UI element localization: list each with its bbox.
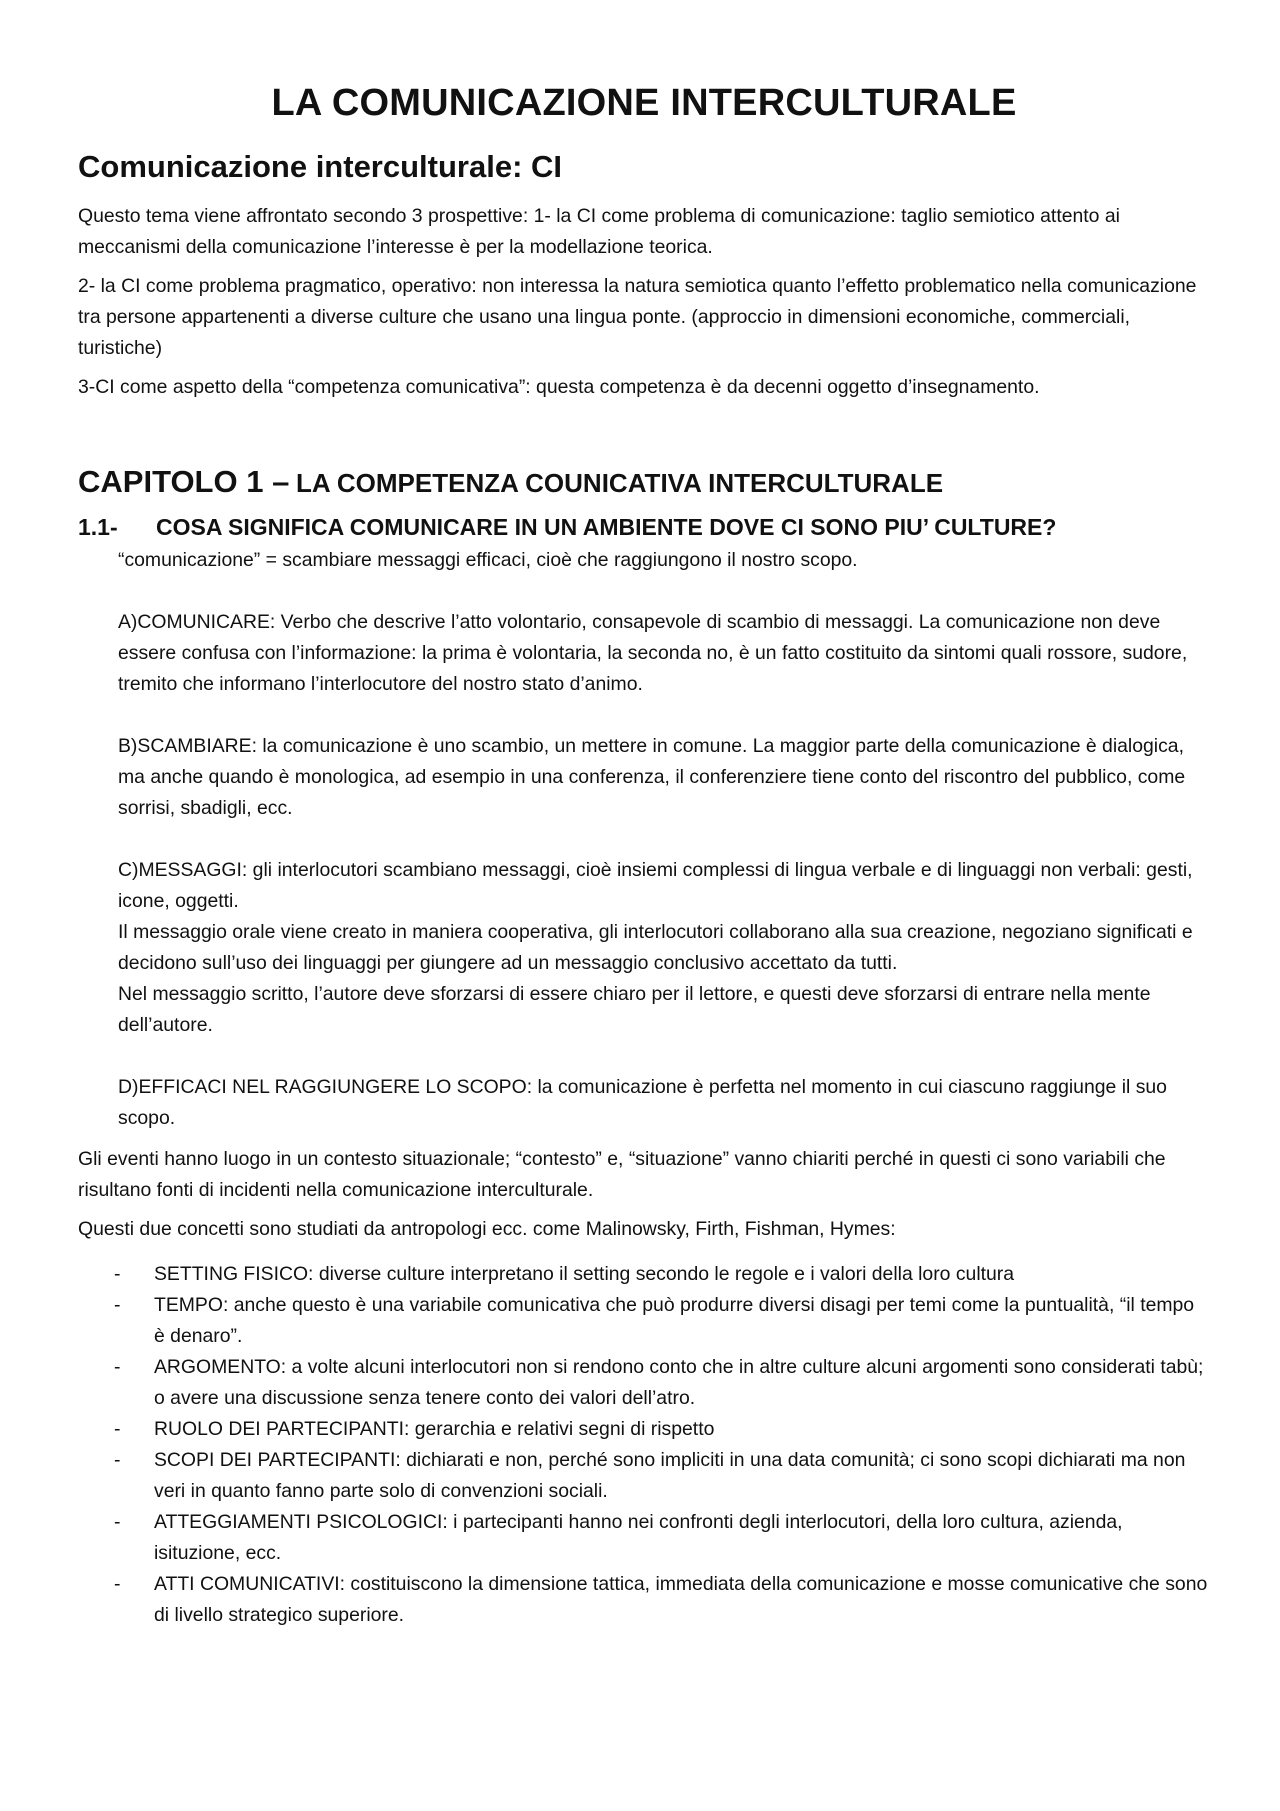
list-item-text: ARGOMENTO: a volte alcuni interlocutori non si rendono conto che in altre culture alcuni argomenti sono considerati tabù; o avere una discussione senza tenere conto dei valori dell’atro. [154,1356,1204,1410]
bullet-marker: - [114,1449,121,1472]
bullet-marker: - [114,1294,121,1317]
intro-paragraph-2: 2- la CI come problema pragmatico, operativo: non interessa la natura semiotica quanto l’effetto problematico nella comunicazione tra persone appartenenti a diverse culture che usano una lingua ponte. (approccio in dimensioni economiche, commerciali, turistiche) [78,274,1197,359]
section-heading [78,512,1210,543]
list-item-text: RUOLO DEI PARTECIPANTI: gerarchia e relativi segni di rispetto [154,1418,715,1441]
list-item [114,1290,1210,1352]
list-item [114,1352,1210,1414]
intro-paragraph-3: 3-CI come aspetto della “competenza comunicativa”: questa competenza è da decenni oggetto d’insegnamento. [78,375,1040,398]
variables-list [114,1259,1210,1631]
list-item [114,1414,1210,1445]
list-item [114,1507,1210,1569]
definition-text: “comunicazione” = scambiare messaggi efficaci, cioè che raggiungono il nostro scopo. [118,549,858,572]
point-c-part-2: Il messaggio orale viene creato in maniera cooperativa, gli interlocutori collaborano alla sua creazione, negoziano significati e decidono sull’uso dei linguaggi per giungere ad un messaggio conclusivo accettato da tutti. [118,921,1193,975]
document-title: LA COMUNICAZIONE INTERCULTURALE [271,82,1017,124]
section-number: 1.1- [78,514,118,541]
context-paragraph: Gli eventi hanno luogo in un contesto situazionale; “contesto” e, “situazione” vanno chiariti perché in questi ci sono variabili che risultano fonti di incidenti nella comunicazione interculturale. [78,1148,1166,1202]
list-item [114,1445,1210,1507]
list-item-text: TEMPO: anche questo è una variabile comunicativa che può produrre diversi disagi per temi come la puntualità, “il tempo è denaro”. [154,1294,1195,1348]
bullet-marker: - [114,1263,121,1286]
point-c-part-1: C)MESSAGGI: gli interlocutori scambiano messaggi, cioè insiemi complessi di lingua verbale e di linguaggi non verbali: gesti, icone, oggetti. [118,859,1193,913]
chapter-heading [78,463,1210,500]
list-item-text: SETTING FISICO: diverse culture interpretano il setting secondo le regole e i valori della loro cultura [154,1263,1015,1286]
point-c-part-3: Nel messaggio scritto, l’autore deve sforzarsi di essere chiaro per il lettore, e questi deve sforzarsi di entrare nella mente dell’autore. [118,983,1151,1037]
spacer [78,411,1210,463]
bullet-marker: - [114,1418,121,1441]
point-b: B)SCAMBIARE: la comunicazione è uno scambio, un mettere in comune. La maggior parte della comunicazione è dialogica, ma anche quando è monologica, ad esempio in una conferenza, il conferenziere tiene conto del riscontro del pubblico, come sorrisi, sbadigli, ecc. [118,735,1186,820]
bullet-marker: - [114,1356,121,1379]
scholars-paragraph: Questi due concetti sono studiati da antropologi ecc. come Malinowsky, Firth, Fishman, Hymes: [78,1218,896,1241]
point-a: A)COMUNICARE: Verbo che descrive l’atto volontario, consapevole di scambio di messaggi. La comunicazione non deve essere confusa con l’informazione: la prima è volontaria, la seconda no, è un fatto costituito da sintomi quali rossore, sudore, tremito che informano l’interlocutore del nostro stato d’animo. [118,611,1188,696]
bullet-marker: - [114,1511,121,1534]
bullet-marker: - [114,1573,121,1596]
section-title: COSA SIGNIFICA COMUNICARE IN UN AMBIENTE DOVE CI SONO PIU’ CULTURE? [156,514,1057,541]
intro-paragraph-1: Questo tema viene affrontato secondo 3 prospettive: 1- la CI come problema di comunicazione: taglio semiotico attento ai meccanismi della comunicazione l’interesse è per la modellazione teorica. [78,204,1120,258]
list-item-text: ATTI COMUNICATIVI: costituiscono la dimensione tattica, immediata della comunicazione e mosse comunicative che sono di livello strategico superiore. [154,1573,1208,1627]
point-d: D)EFFICACI NEL RAGGIUNGERE LO SCOPO: la comunicazione è perfetta nel momento in cui ciascuno raggiunge il suo scopo. [118,1076,1167,1130]
list-item-text: ATTEGGIAMENTI PSICOLOGICI: i partecipanti hanno nei confronti degli interlocutori, della loro cultura, azienda, isituzione, ecc. [154,1511,1123,1565]
chapter-number: CAPITOLO 1 – [78,463,290,499]
list-item [114,1569,1210,1631]
indented-block [78,545,1210,1134]
chapter-title: LA COMPETENZA COUNICATIVA INTERCULTURALE [295,467,944,498]
topic-heading: Comunicazione interculturale: CI [78,148,563,184]
list-item [114,1259,1210,1290]
list-item-text: SCOPI DEI PARTECIPANTI: dichiarati e non, perché sono impliciti in una data comunità; ci sono scopi dichiarati ma non veri in quanto fanno parte solo di convenzioni sociali. [154,1449,1186,1503]
